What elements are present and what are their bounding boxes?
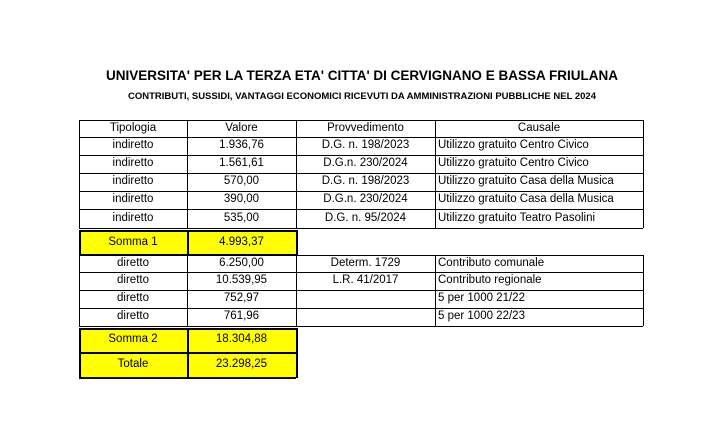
table-cell: L.R. 41/2017 (332, 274, 399, 287)
table-cell: D.G.n. 230/2024 (323, 157, 408, 170)
summary-border (187, 328, 189, 378)
table-cell: Utilizzo gratuito Teatro Pasolini (438, 211, 596, 224)
table-cell: 10.539,95 (215, 274, 268, 287)
summary-border (79, 328, 81, 378)
table-cell: Utilizzo gratuito Casa della Musica (438, 193, 614, 206)
table-cell (296, 290, 435, 308)
column-header: Tipologia (109, 121, 157, 134)
table-cell: 1.936,76 (219, 139, 264, 152)
table-cell: indiretto (112, 193, 154, 206)
table-border (435, 255, 436, 326)
table-cell: 761,96 (223, 310, 260, 323)
table-cell: Contributo comunale (438, 256, 545, 269)
table-border (187, 120, 188, 137)
table-border (79, 326, 643, 327)
table-cell: indiretto (112, 175, 154, 188)
column-header: Provvedimento (327, 121, 404, 134)
table-border (79, 120, 643, 121)
table-cell: diretto (117, 310, 149, 323)
table-cell (296, 308, 435, 326)
somma2-value: 18.304,88 (187, 328, 296, 352)
table-border (79, 120, 80, 137)
table-border (79, 255, 80, 326)
column-header: Valore (225, 121, 258, 134)
somma2-label: Somma 2 (79, 328, 187, 352)
table-border (296, 137, 297, 228)
table-cell: diretto (117, 292, 149, 305)
table-cell: Contributo regionale (438, 274, 542, 287)
document-subtitle: CONTRIBUTI, SUSSIDI, VANTAGGI ECONOMICI RICEVUTI DA AMMINISTRAZIONI PUBBLICHE NEL 2024 (128, 91, 596, 102)
summary-border (296, 230, 298, 255)
table-cell: 535,00 (223, 211, 260, 224)
table-cell: Utilizzo gratuito Centro Civico (438, 139, 589, 152)
table-border (187, 137, 188, 228)
table-border (643, 137, 644, 228)
table-cell: D.G.n. 230/2024 (323, 193, 408, 206)
table-cell: 5 per 1000 21/22 (438, 292, 525, 305)
table-border (187, 255, 188, 326)
table-cell: 5 per 1000 22/23 (438, 310, 525, 323)
table-cell: D.G. n. 198/2023 (321, 139, 410, 152)
table-border (435, 120, 436, 137)
table-cell: D.G. n. 95/2024 (324, 211, 407, 224)
table-cell: 570,00 (223, 175, 260, 188)
table-border (79, 137, 80, 228)
table-border (296, 120, 297, 137)
totale-value: 23.298,25 (187, 352, 296, 378)
table-cell: 6.250,00 (219, 256, 264, 269)
summary-border (187, 230, 189, 255)
table-cell: diretto (117, 256, 149, 269)
document-title: UNIVERSITA' PER LA TERZA ETA' CITTA' DI CERVIGNANO E BASSA FRIULANA (106, 68, 618, 83)
table-border (79, 228, 643, 229)
table-cell: Utilizzo gratuito Casa della Musica (438, 175, 614, 188)
table-border (643, 120, 644, 137)
table-cell: Utilizzo gratuito Centro Civico (438, 157, 589, 170)
table-border (435, 137, 436, 228)
table-cell: 752,97 (223, 292, 260, 305)
table-cell: indiretto (112, 139, 154, 152)
table-cell: diretto (117, 274, 149, 287)
table-cell: 390,00 (223, 193, 260, 206)
table-cell: indiretto (112, 211, 154, 224)
table-border (643, 255, 644, 326)
somma1-value: 4.993,37 (187, 230, 296, 255)
table-cell: Determ. 1729 (330, 256, 401, 269)
table-border (296, 255, 297, 326)
summary-border (79, 230, 81, 255)
table-cell: D.G. n. 198/2023 (321, 175, 410, 188)
somma1-label: Somma 1 (79, 230, 187, 255)
table-cell: 1.561,61 (219, 157, 264, 170)
summary-border (296, 328, 298, 378)
totale-label: Totale (79, 352, 187, 378)
table-cell: indiretto (112, 157, 154, 170)
column-header: Causale (517, 121, 561, 134)
